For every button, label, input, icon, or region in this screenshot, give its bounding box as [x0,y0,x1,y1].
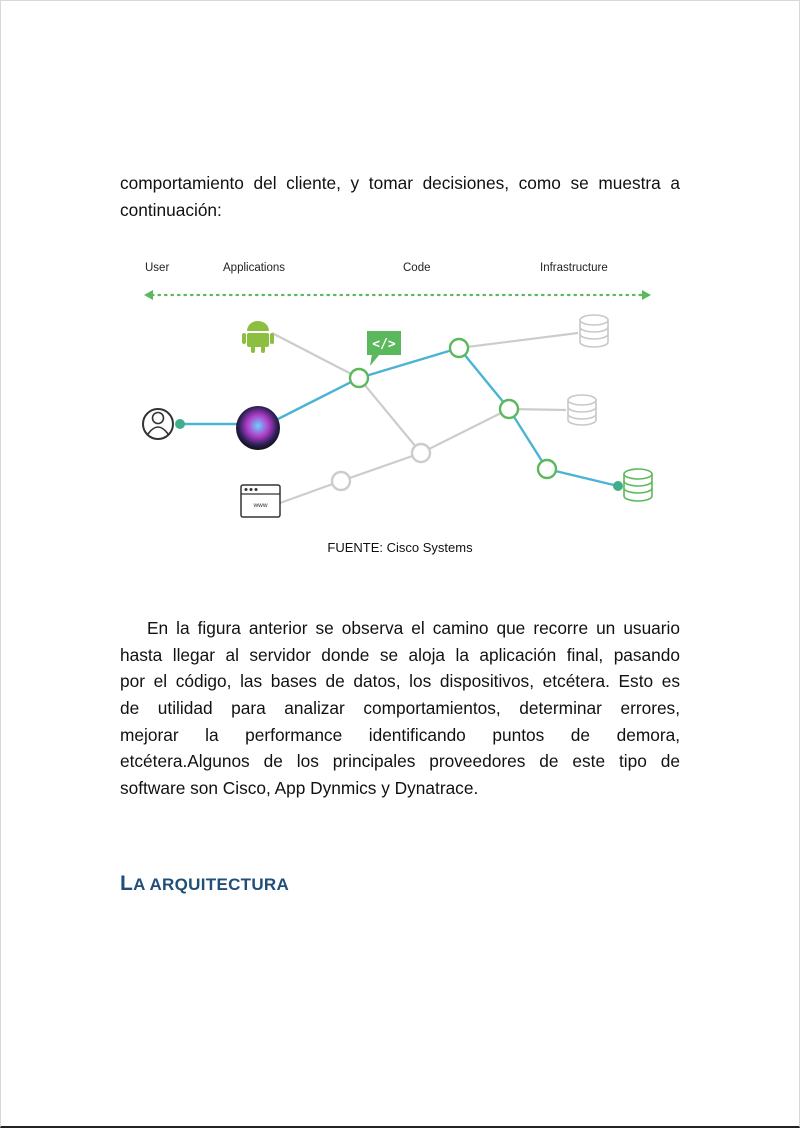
node-code [350,369,368,387]
text-line: continuación: [120,199,222,220]
path-nodes [332,339,556,490]
heading-initial: L [120,872,134,895]
label-infrastructure: Infrastructure [540,262,608,274]
database-icon-bottom [624,469,652,501]
siri-icon [236,406,280,450]
body-paragraph [120,615,680,802]
text-line: por el código, las bases de datos, los dispositivos, etcétera. Esto es [120,671,680,692]
text-line: de utilidad para analizar comportamientos, determinar errores, [120,698,680,719]
node [412,444,430,462]
code-badge [367,331,401,366]
heading-rest: A ARQUITECTURA [133,875,290,894]
code-icon: </> [372,337,396,352]
text-line: software son Cisco, App Dynmics y Dynatrace. [120,778,479,799]
dotted-arrow [144,290,651,300]
figure-caption: FUENTE: Cisco Systems [327,540,473,555]
www-label: www [253,502,268,509]
android-icon [242,321,274,353]
label-applications: Applications [223,262,286,274]
node [500,400,518,418]
text-line: mejorar la performance identificando puntos de demora, [120,724,680,745]
text-line: hasta llegar al servidor donde se aloja la aplicación final, pasando [120,644,680,665]
www-browser-icon [241,485,280,517]
database-icon-middle [568,395,596,425]
node [538,460,556,478]
node [332,472,350,490]
endpoint-dot [613,481,623,491]
text-line: etcétera.Algunos de los principales proveedores de este tipo de [120,751,680,772]
node [450,339,468,357]
label-code: Code [403,262,431,274]
text-line: comportamiento del cliente, y tomar decisiones, como se muestra a [120,173,680,193]
user-icon [143,409,185,439]
label-user: User [145,262,170,274]
text-line: En la figura anterior se observa el camino que recorre un usuario [147,618,680,638]
section-heading [120,872,289,896]
database-icon-top [580,315,608,347]
